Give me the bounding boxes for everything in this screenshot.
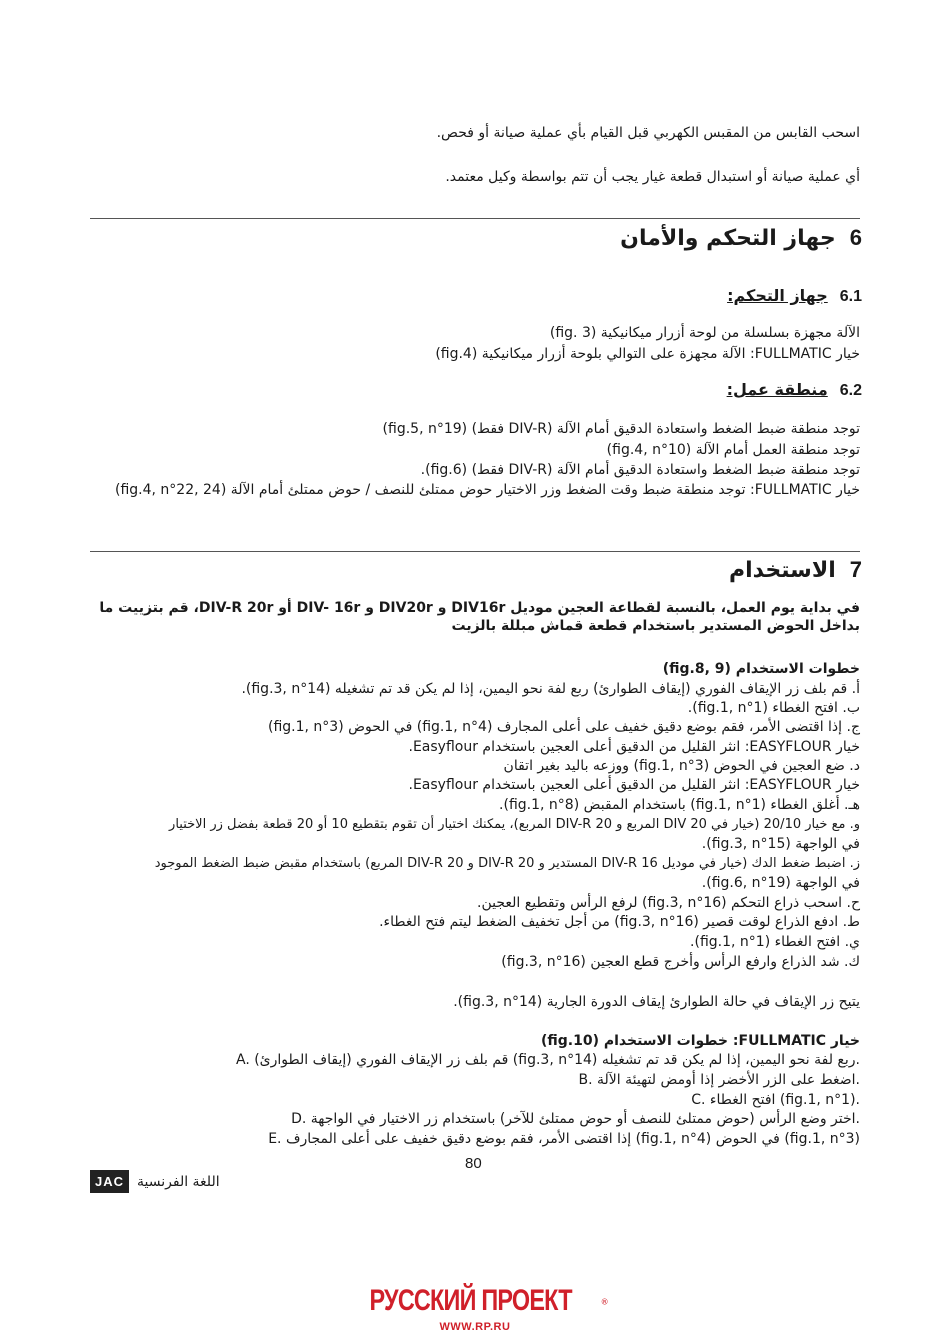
section-7-divider [90,551,860,552]
section-6-number: 6 [849,225,862,250]
step-line: أ. قم بلف زر الإيقاف الفوري (إيقاف الطوارئ) ربع لفة نحو اليمين، إذا لم يكن قد تم تشغيله (fig.3, n°14). [241,681,860,697]
fullmatic-step: C. افتح الغطاء (fig.1, n°1). [691,1092,860,1108]
subsection-6-1-heading [727,286,862,306]
subsection-6-2-heading [727,380,862,400]
section-7-number: 7 [849,557,862,582]
section-7-intro: في بداية يوم العمل، بالنسبة لقطاعة العجين موديل DIV16r و DIV20r و DIV- 16r أو DIV-R 20r، قم بتزييت ما بداخل الحوض المستدير باستخدام قطعة قماش مبللة بالزيت [99,600,860,634]
footer-language-block [90,1170,220,1193]
brand-website[interactable]: WWW.RP.RU [439,1321,511,1333]
section-6-heading [620,224,862,253]
fullmatic-title: خيار FULLMATIC: خطوات الاستخدام (fig.10) [540,1033,860,1049]
section-6-divider [90,218,860,219]
step-line: هـ. أغلق الغطاء (fig.1, n°1) باستخدام المقبض (fig.1, n°8). [499,797,860,813]
subsection-6-1-line: الآلة مجهزة بسلسلة من لوحة أزرار ميكانيكية (fig. 3) [549,325,860,341]
jac-logo-text: JAC [95,1174,125,1189]
intro-line-2: أي عملية صيانة أو استبدال قطعة غيار يجب أن تتم بواسطة وكيل معتمد. [445,169,860,185]
subsection-6-2-line: توجد منطقة العمل أمام الآلة (fig.4, n°10) [606,442,860,458]
brand-name: РУССКИЙ ПРОЕКТ [369,1284,573,1317]
subsection-6-2-line: توجد منطقة ضبط الضغط واستعادة الدقيق أمام الآلة (DIV-R فقط) (fig.5, n°19) [382,421,860,437]
section-7-heading [729,556,862,585]
section-7-title: الاستخدام [728,558,836,583]
registered-mark: ® [600,1297,609,1307]
step-line: ح. اسحب ذراع التحكم (fig.3, n°16) لرفع الرأس وتقطيع العجين. [477,895,860,911]
subsection-6-2-number: 6.2 [839,382,862,399]
step-line: و. مع خيار 20/10 (خيار في DIV 20 المربع و DIV-R 20 المربع)، يمكنك اختيار أن تقوم بتقطيع 10 أو 20 قطعة بفضل زر الاختيار [169,817,860,832]
subsection-6-1-number: 6.1 [839,288,862,305]
subsection-6-1-line: خيار FULLMATIC: الآلة مجهزة على التوالي بلوحة أزرار ميكانيكية (fig.4) [435,346,860,362]
footer-language: اللغة الفرنسية [137,1173,220,1190]
brand-website-row [0,1318,950,1334]
jac-logo [90,1170,129,1193]
step-line: ب. افتح الغطاء (fig.1, n°1). [687,700,860,716]
fullmatic-step: B. اضغط على الزر الأخضر إذا أومض لتهيئة الآلة. [578,1072,860,1088]
step-line: في الواجهة (fig.6, n°19). [701,875,860,891]
step-line: ج. إذا اقتضى الأمر، فقم بوضع دقيق خفيف على أعلى المجارف (fig.1, n°4) في الحوض (fig.1, n°3) [268,719,860,735]
subsection-6-1-title: جهاز التحكم: [727,286,828,305]
subsection-6-2-line: توجد منطقة ضبط الضغط واستعادة الدقيق أمام الآلة (DIV-R فقط) (fig.6). [420,462,860,478]
step-line: خيار EASYFLOUR: انثر القليل من الدقيق أعلى العجين باستخدام Easyflour. [408,739,860,755]
step-line: ي. افتح الغطاء (fig.1, n°1). [690,934,860,950]
subsection-6-2-title: منطقة عمل: [726,380,828,399]
steps-title: خطوات الاستخدام (fig.8, 9) [662,661,860,677]
step-line: د. ضع العجين في الحوض (fig.1, n°3) ووزعه باليد بغير اتقان [503,758,860,774]
brand-logo [0,1284,950,1318]
fullmatic-step: D. اختر وضع الرأس (حوض ممتلئ للنصف أو حوض ممتلئ للآخر) باستخدام زر الاختيار في الواجهة. [291,1111,860,1127]
emergency-note: يتيح زر الإيقاف في حالة الطوارئ إيقاف الدورة الجارية (fig.3, n°14). [453,994,860,1010]
step-line: ك. شد الذراع وارفع الرأس وأخرج قطع العجين (fig.3, n°16) [501,954,860,970]
section-6-title: جهاز التحكم والأمان [620,226,836,251]
fullmatic-step: A. قم بلف زر الإيقاف الفوري (إيقاف الطوارئ) (fig.3, n°14) ربع لفة نحو اليمين، إذا لم يكن قد تم تشغيله. [235,1052,860,1068]
step-line: ز. اضبط ضغط الدك (خيار في موديل DIV-R 16 المستدير و DIV-R 20 و DIV-R 20 المربع) باستخدام مقبض ضبط الضغط الموجود [154,856,860,871]
subsection-6-2-line: خيار FULLMATIC: توجد منطقة ضبط وقت الضغط وزر الاختيار حوض ممتلئ للنصف / حوض ممتلئ أمام الآلة (fig.4, n°22, 24) [115,482,860,498]
step-line: ط. ادفع الذراع لوقت قصير (fig.3, n°16) من أجل تخفيف الضغط ليتم فتح الغطاء. [379,914,860,930]
page-number: 80 [465,1155,482,1172]
step-line: خيار EASYFLOUR: انثر القليل من الدقيق أعلى العجين باستخدام Easyflour. [408,777,860,793]
step-line: في الواجهة (fig.3, n°15). [701,836,860,852]
intro-line-1: اسحب القابس من المقبس الكهربي قبل القيام بأي عملية صيانة أو فحص. [436,125,860,141]
fullmatic-step: E. إذا اقتضى الأمر، فقم بوضع دقيق خفيف على أعلى المجارف (fig.1, n°4) في الحوض (fig.1, n°3) [268,1131,860,1147]
